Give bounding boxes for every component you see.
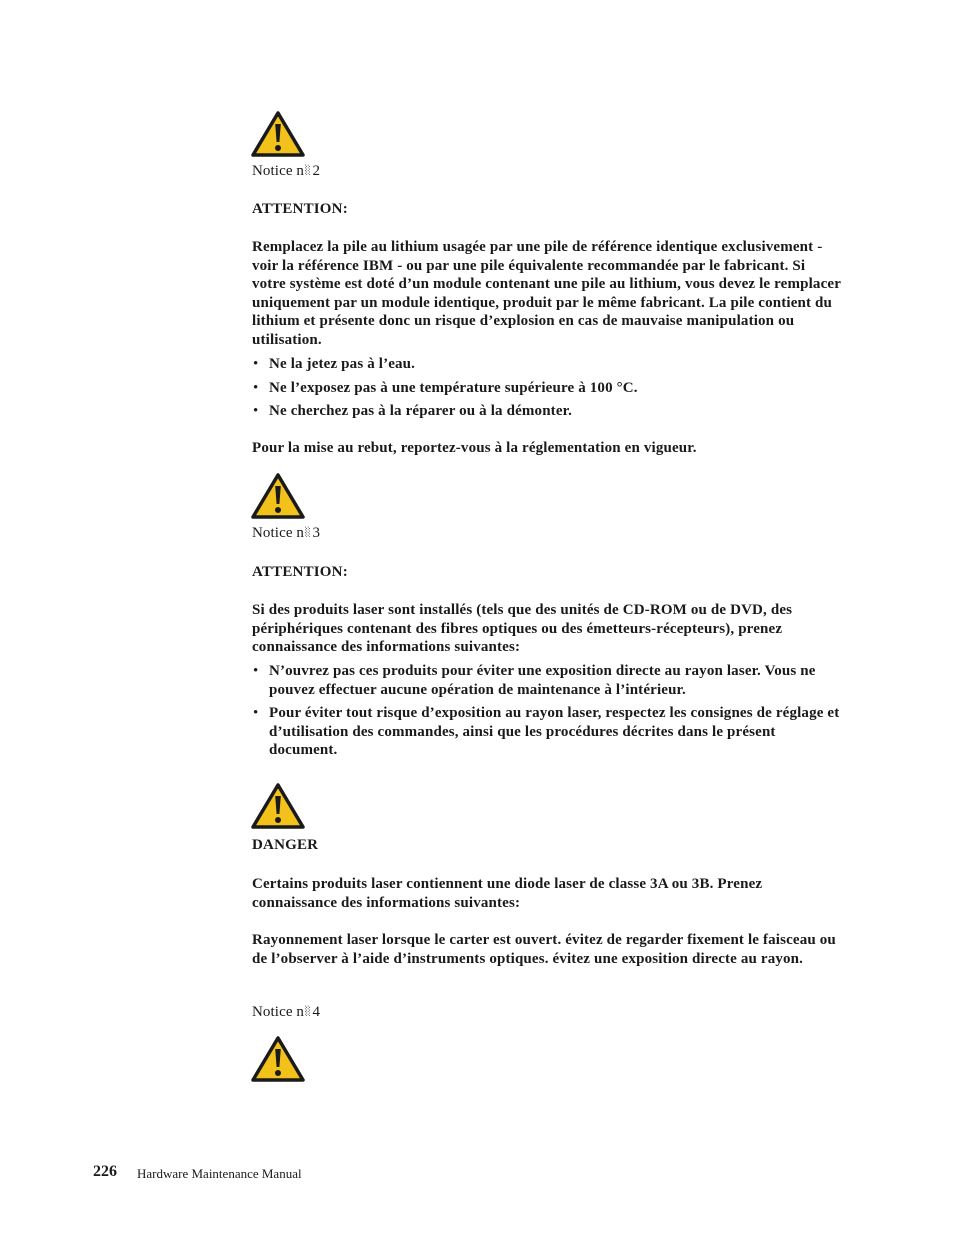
lithium-battery-paragraph: Remplacez la pile au lithium usagée par une pile de référence identique exclusivement - voir la référence IBM - ou par une pile équivalente recommandée par le fabricant. Si votre système est doté d’un module contenant une pile au lithium, vous devez le remplacer uniquement par un module identique, produit par le même fabricant. La pile contient du lithium et présente donc un risque d’explosion en cas de mauvaise manipulation ou utilisation. bbox=[252, 239, 841, 348]
laser-class-paragraph: Certains produits laser contiennent une diode laser de classe 3A ou 3B. Prenez connaissance des informations suivantes: bbox=[252, 876, 763, 911]
list-item: • Ne cherchez pas à la réparer ou à la démonter. bbox=[253, 403, 572, 420]
page-number: 226 bbox=[93, 1163, 117, 1180]
exclamation-dot bbox=[275, 145, 281, 151]
list-item: • Ne l’exposez pas à une température supérieure à 100 °C. bbox=[253, 379, 638, 396]
disposal-paragraph: Pour la mise au rebut, reportez-vous à la réglementation en vigueur. bbox=[252, 440, 697, 456]
notice-label: Notice n░ 4 bbox=[252, 1004, 321, 1020]
lithium-battery-list bbox=[252, 355, 842, 426]
danger-heading: DANGER bbox=[252, 837, 319, 853]
exclamation-dot bbox=[275, 817, 281, 823]
laser-products-list bbox=[252, 662, 842, 765]
laser-products-paragraph: Si des produits laser sont installés (tels que des unités de CD-ROM ou de DVD, des périphériques contenant des fibres optiques ou des émetteurs-récepteurs), prenez connaissance des informations suivantes: bbox=[252, 602, 793, 656]
attention-heading: ATTENTION: bbox=[252, 564, 348, 580]
warning-triangle-icon bbox=[250, 1035, 306, 1083]
list-item: • N’ouvrez pas ces produits pour éviter une exposition directe au rayon laser. Vous ne pouvez effectuer aucune opération de maintenance à l’intérieur. bbox=[253, 663, 816, 698]
notice-number-symbol: ░ bbox=[305, 528, 310, 538]
running-footer-title: Hardware Maintenance Manual bbox=[137, 1166, 302, 1181]
attention-heading: ATTENTION: bbox=[252, 201, 348, 217]
exclamation-dot bbox=[275, 1070, 281, 1076]
warning-triangle-icon bbox=[250, 472, 306, 520]
notice-number-symbol: ░ bbox=[305, 1007, 310, 1017]
list-item: • Ne la jetez pas à l’eau. bbox=[253, 356, 416, 372]
list-item: • Pour éviter tout risque d’exposition au rayon laser, respectez les consignes de réglage et d’utilisation des commandes, ainsi que les procédures décrites dans le présent document. bbox=[253, 705, 840, 759]
exclamation-dot bbox=[275, 507, 281, 513]
laser-radiation-paragraph: Rayonnement laser lorsque le carter est ouvert. évitez de regarder fixement le faisceau ou de l’observer à l’aide d’instruments optiques. évitez une exposition directe au rayon. bbox=[252, 932, 836, 967]
warning-triangle-icon bbox=[250, 110, 306, 158]
notice-label: Notice n░ 3 bbox=[252, 525, 321, 541]
notice-label: Notice n░ 2 bbox=[252, 163, 321, 179]
notice-number-symbol: ░ bbox=[305, 166, 310, 176]
warning-triangle-icon bbox=[250, 782, 306, 830]
